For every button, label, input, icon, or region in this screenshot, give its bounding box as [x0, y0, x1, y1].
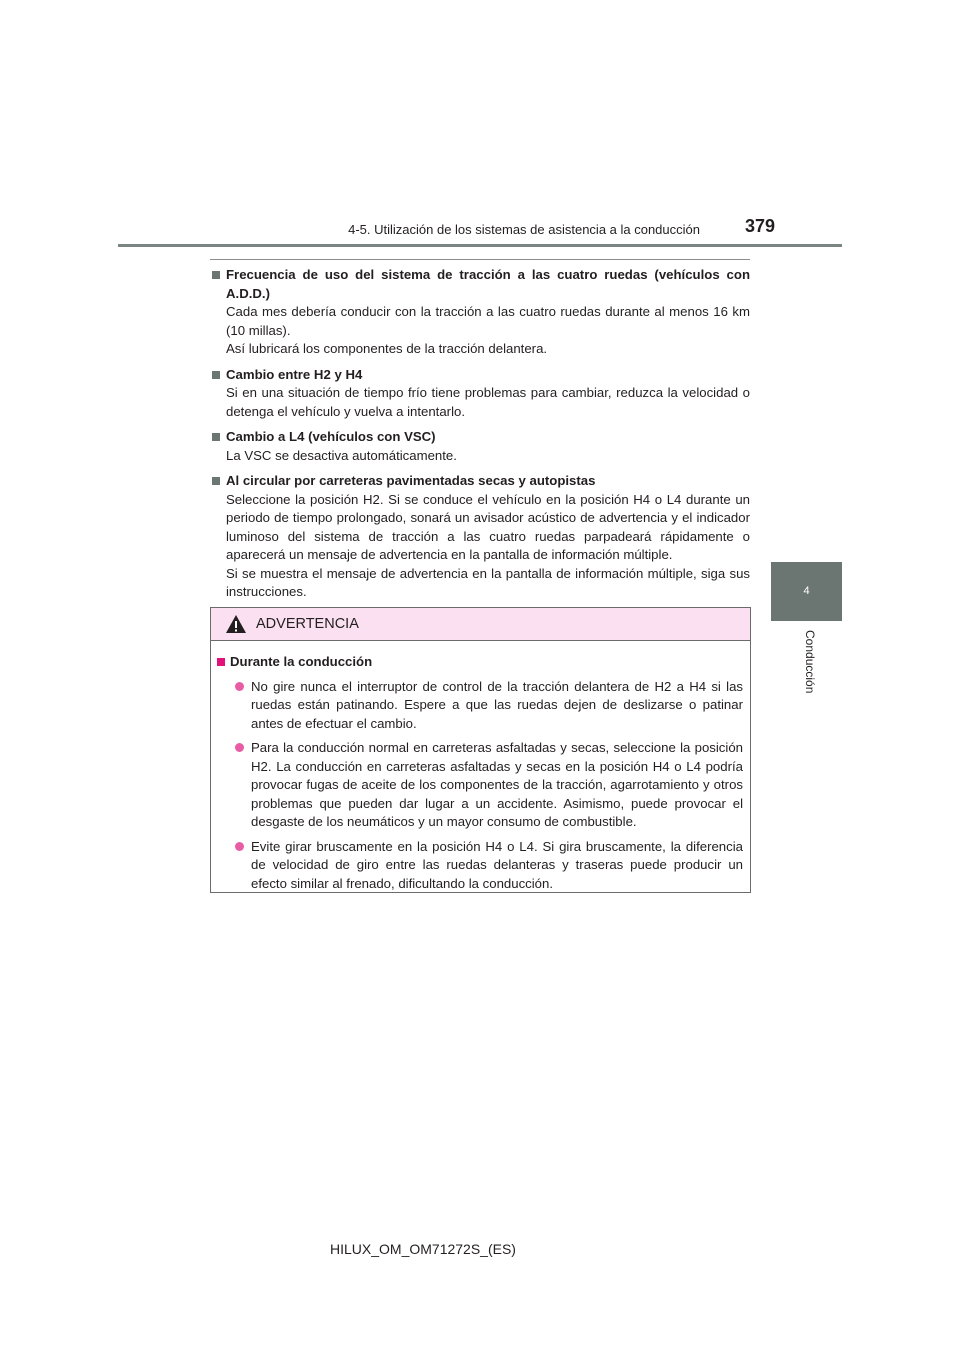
list-item [217, 838, 743, 894]
item-carreteras-secas [210, 472, 750, 602]
round-bullet-icon [235, 842, 244, 851]
content [210, 266, 750, 609]
bullet-text: Para la conducción normal en carreteras asfaltadas y secas, seleccione la posición H2. La conducción en carreteras asfaltadas y secas en la posición H4 o L4 podría provocar fugas de aceite de los componentes de la tracción, agarrotamiento y otros problemas que pueden dar lugar a un accidente. Asimismo, puede provocar el desgaste de los neumáticos y un mayor consumo de combustible. [251, 740, 743, 829]
item-cambio-h2-h4 [210, 366, 750, 422]
item-body-paragraph: Así lubricará los componentes de la tracción delantera. [226, 341, 548, 356]
chapter-label: Conducción [803, 630, 817, 694]
square-bullet-icon [217, 658, 225, 666]
item-title: Frecuencia de uso del sistema de tracción a las cuatro ruedas (vehículos con A.D.D.) [226, 267, 750, 301]
warning-box [210, 607, 751, 893]
bullet-text: No gire nunca el interruptor de control de la tracción delantera de H2 a H4 si las ruedas están patinando. Espere a que las ruedas dejen de deslizarse o patinar antes de efectuar el cambio. [251, 678, 743, 731]
header-section-title: 4-5. Utilización de los sistemas de asistencia a la conducción [348, 222, 700, 237]
square-bullet-icon [212, 433, 220, 441]
item-body-paragraph: Si en una situación de tiempo frío tiene problemas para cambiar, reduzca la velocidad o detenga el vehículo y vuelva a intentarlo. [226, 385, 750, 419]
warning-body [211, 641, 750, 893]
section-rule [210, 259, 750, 260]
list-item [217, 678, 743, 734]
item-body-paragraph: Cada mes debería conducir con la tracción a las cuatro ruedas durante al menos 16 km (10 millas). [226, 304, 750, 338]
footer-document-code: HILUX_OM_OM71272S_(ES) [330, 1241, 516, 1257]
item-title: Al circular por carreteras pavimentadas secas y autopistas [226, 473, 596, 488]
warning-subtitle: Durante la conducción [230, 654, 373, 669]
item-body-paragraph: La VSC se desactiva automáticamente. [226, 447, 457, 463]
square-bullet-icon [212, 371, 220, 379]
round-bullet-icon [235, 682, 244, 691]
bullet-text: Evite girar bruscamente en la posición H4 o L4. Si gira bruscamente, la diferencia de velocidad de giro entre las ruedas delanteras y traseras puede producir un efecto similar al frenado, dificultando la conducción. [251, 838, 743, 891]
round-bullet-icon [235, 743, 244, 752]
item-body-paragraph: Seleccione la posición H2. Si se conduce el vehículo en la posición H4 o L4 durante un periodo de tiempo prolongado, sonará un avisador acústico de advertencia y el indicador luminoso del sistema de tracción a las cuatro ruedas parpadeará rápidamente o aparecerá un mensaje de advertencia en la pantalla de información múltiple. [226, 491, 750, 562]
item-title: Cambio a L4 (vehículos con VSC) [226, 429, 436, 444]
item-frecuencia [210, 266, 750, 359]
chapter-tab[interactable]: 4 [771, 562, 842, 621]
item-cambio-l4 [210, 428, 750, 465]
list-item [217, 739, 743, 832]
item-title: Cambio entre H2 y H4 [226, 366, 363, 382]
header-rule [118, 244, 842, 247]
square-bullet-icon [212, 477, 220, 485]
warning-header [211, 608, 750, 641]
page-number: 379 [744, 216, 775, 236]
square-bullet-icon [212, 271, 220, 279]
item-body-paragraph: Si se muestra el mensaje de advertencia en la pantalla de información múltiple, siga sus instrucciones. [226, 565, 750, 599]
warning-title: ADVERTENCIA [256, 616, 359, 632]
warning-triangle-icon [225, 614, 247, 634]
